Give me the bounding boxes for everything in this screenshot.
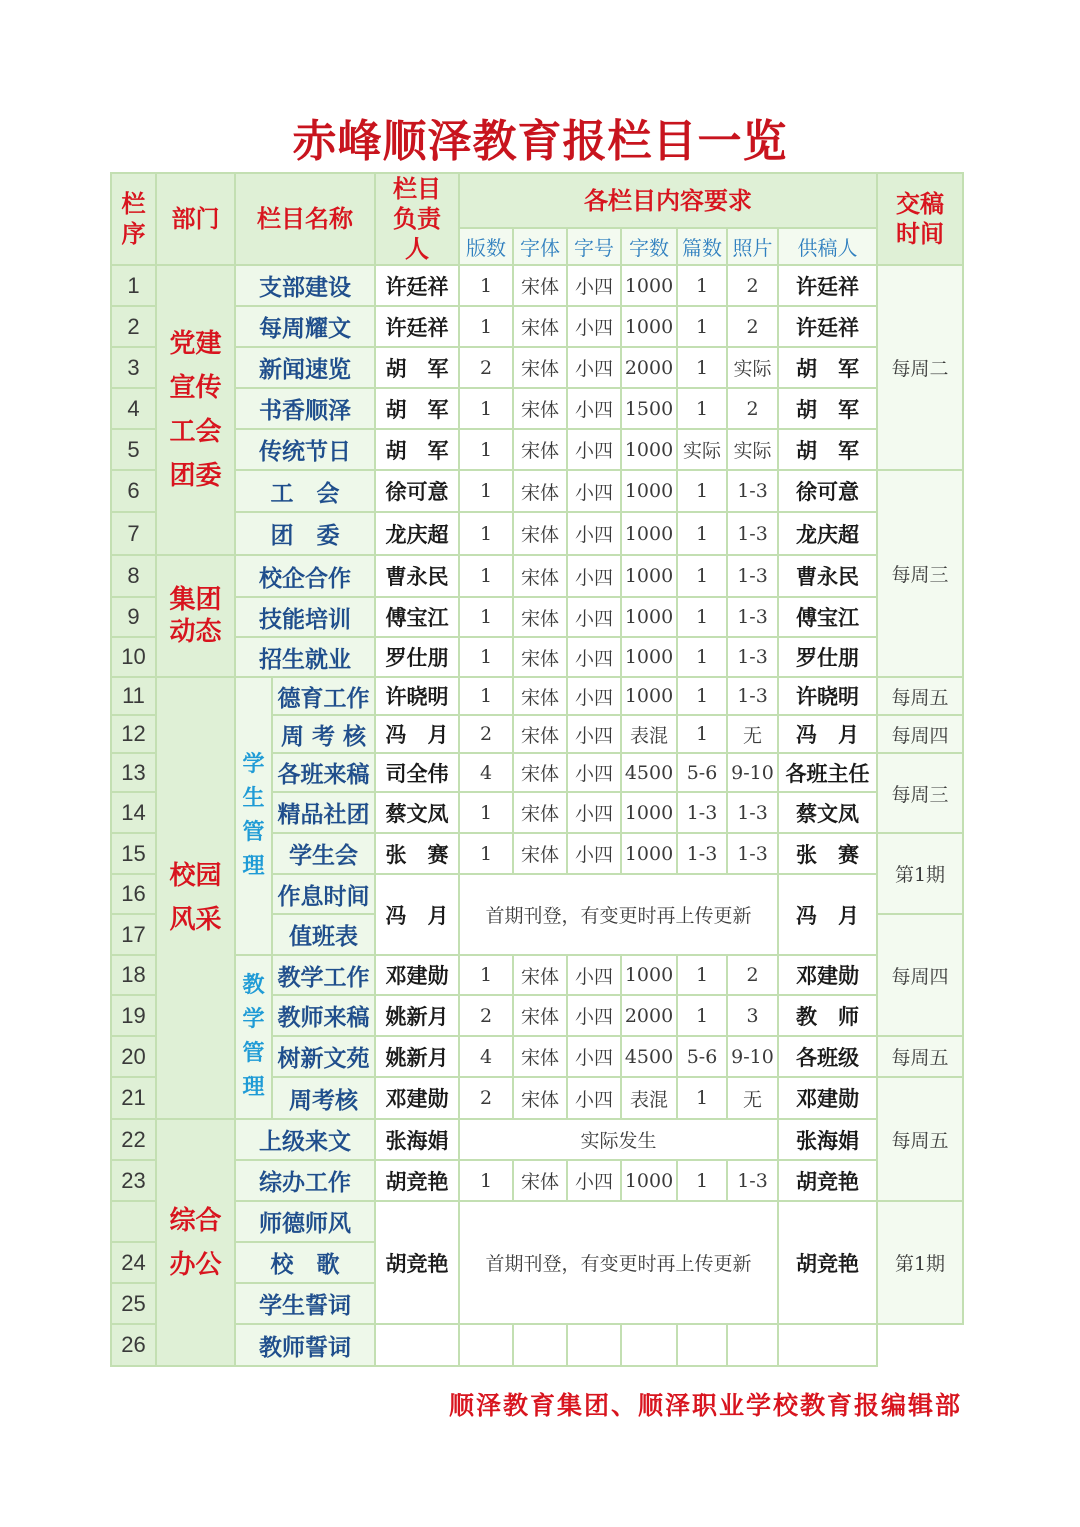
row-number: 3 (111, 347, 156, 388)
photos-cell: 2 (727, 306, 778, 347)
pages-cell: 1 (459, 555, 513, 597)
contributor-cell: 许晓明 (778, 677, 877, 715)
contributor-cell: 徐可意 (778, 470, 877, 512)
contributor-cell: 张 赛 (778, 833, 877, 874)
owner-cell: 冯 月 (375, 874, 459, 955)
font-cell: 宋体 (513, 715, 567, 753)
row-number: 22 (111, 1119, 156, 1160)
pages-cell: 1 (459, 597, 513, 637)
article-count-cell: 1 (677, 597, 727, 637)
contributor-cell: 张海娟 (778, 1119, 877, 1160)
article-count-cell: 1 (677, 306, 727, 347)
photos-cell: 1-3 (727, 637, 778, 677)
pages-cell: 1 (459, 306, 513, 347)
contributor-cell: 龙庆超 (778, 512, 877, 555)
article-count-cell: 1 (677, 1160, 727, 1201)
article-count-cell: 1-3 (677, 792, 727, 833)
page-title: 赤峰顺泽教育报栏目一览 (292, 116, 788, 167)
font-cell: 宋体 (513, 753, 567, 792)
row-number: 17 (111, 914, 156, 955)
column-name: 周考核 (272, 1077, 375, 1119)
font-size-cell: 小四 (567, 306, 621, 347)
font-cell: 宋体 (513, 995, 567, 1036)
article-count-cell: 1 (677, 955, 727, 995)
row-number: 16 (111, 874, 156, 914)
pages-cell: 2 (459, 1077, 513, 1119)
note-cell: 首期刊登，有变更时再上传更新 (459, 1201, 778, 1324)
font-cell: 宋体 (513, 470, 567, 512)
header-word-count: 字数 (621, 228, 677, 265)
pages-cell: 4 (459, 753, 513, 792)
note-cell: 首期刊登，有变更时再上传更新 (459, 874, 778, 955)
row-number: 19 (111, 995, 156, 1036)
photos-cell: 1-3 (727, 512, 778, 555)
deadline-cell: 每周四 (877, 715, 963, 753)
contributor-cell: 胡竞艳 (778, 1160, 877, 1201)
header-article-count: 篇数 (677, 228, 727, 265)
word-count-cell: 1500 (621, 388, 677, 429)
article-count-cell: 实际 (677, 429, 727, 470)
column-name: 各班来稿 (272, 753, 375, 792)
deadline-cell: 每周五 (877, 1036, 963, 1077)
contributor-cell: 胡 军 (778, 347, 877, 388)
header-contributor: 供稿人 (778, 228, 877, 265)
contributor-cell: 冯 月 (778, 715, 877, 753)
font-size-cell: 小四 (567, 265, 621, 306)
photos-cell: 1-3 (727, 677, 778, 715)
word-count-cell: 1000 (621, 1160, 677, 1201)
contributor-cell: 冯 月 (778, 874, 877, 955)
word-count-cell: 2000 (621, 995, 677, 1036)
font-cell: 宋体 (513, 512, 567, 555)
font-size-cell: 小四 (567, 1077, 621, 1119)
group-student-management: 学生管理 (235, 677, 272, 955)
deadline-cell: 每周五 (877, 1077, 963, 1201)
owner-cell: 罗仕朋 (375, 637, 459, 677)
word-count-cell: 1000 (621, 470, 677, 512)
table-row (111, 555, 963, 597)
pages-cell: 1 (459, 677, 513, 715)
photos-cell: 1-3 (727, 792, 778, 833)
font-size-cell: 小四 (567, 677, 621, 715)
pages-cell: 2 (459, 347, 513, 388)
row-number: 5 (111, 429, 156, 470)
column-name: 上级来文 (235, 1119, 375, 1160)
word-count-cell: 4500 (621, 1036, 677, 1077)
pages-cell: 1 (459, 470, 513, 512)
font-cell: 宋体 (513, 637, 567, 677)
dept-general-office: 综合办公 (156, 1119, 235, 1366)
deadline-cell: 每周三 (877, 470, 963, 677)
font-size-cell: 小四 (567, 753, 621, 792)
column-name: 书香顺泽 (235, 388, 375, 429)
row-number: 14 (111, 792, 156, 833)
photos-cell: 2 (727, 265, 778, 306)
note-cell: 实际发生 (459, 1119, 778, 1160)
font-cell: 宋体 (513, 1036, 567, 1077)
font-size-cell: 小四 (567, 715, 621, 753)
word-count-cell: 1000 (621, 955, 677, 995)
photos-cell: 3 (727, 995, 778, 1036)
word-count-cell: 表混 (621, 715, 677, 753)
dept-campus: 校园风采 (156, 677, 235, 1119)
font-size-cell: 小四 (567, 555, 621, 597)
owner-cell (375, 1324, 459, 1366)
article-count-cell (677, 1324, 727, 1366)
article-count-cell: 1 (677, 715, 727, 753)
pages-cell: 1 (459, 512, 513, 555)
table-row (111, 1201, 963, 1242)
pages-cell: 1 (459, 792, 513, 833)
font-cell (513, 1324, 567, 1366)
dept-group-news: 集团动态 (156, 555, 235, 677)
article-count-cell: 1 (677, 995, 727, 1036)
column-name: 招生就业 (235, 637, 375, 677)
row-number: 25 (111, 1283, 156, 1324)
row-number: 21 (111, 1077, 156, 1119)
owner-cell: 冯 月 (375, 715, 459, 753)
owner-cell: 姚新月 (375, 995, 459, 1036)
table-row (111, 306, 963, 347)
contributor-cell: 邓建勋 (778, 1077, 877, 1119)
row-number: 11 (111, 677, 156, 715)
table-row (111, 347, 963, 388)
table-row (111, 597, 963, 637)
owner-cell: 许晓明 (375, 677, 459, 715)
font-size-cell: 小四 (567, 792, 621, 833)
owner-cell: 邓建勋 (375, 955, 459, 995)
photos-cell (727, 1324, 778, 1366)
font-cell: 宋体 (513, 955, 567, 995)
contributor-cell: 罗仕朋 (778, 637, 877, 677)
column-name: 校 歌 (235, 1242, 375, 1283)
owner-cell: 胡竞艳 (375, 1160, 459, 1201)
row-number: 24 (111, 1242, 156, 1283)
contributor-cell (778, 1324, 877, 1366)
column-name: 教学工作 (272, 955, 375, 995)
photos-cell: 无 (727, 715, 778, 753)
owner-cell: 许廷祥 (375, 265, 459, 306)
pages-cell: 2 (459, 995, 513, 1036)
photos-cell: 无 (727, 1077, 778, 1119)
dept-party-building: 党建宣传工会团委 (156, 265, 235, 555)
row-number: 26 (111, 1324, 156, 1366)
word-count-cell: 4500 (621, 753, 677, 792)
font-size-cell: 小四 (567, 388, 621, 429)
contributor-cell: 各班级 (778, 1036, 877, 1077)
article-count-cell: 1 (677, 555, 727, 597)
contributor-cell: 胡 军 (778, 429, 877, 470)
font-size-cell: 小四 (567, 833, 621, 874)
header-photos: 照片 (727, 228, 778, 265)
photos-cell: 9-10 (727, 753, 778, 792)
pages-cell: 1 (459, 388, 513, 429)
pages-cell: 4 (459, 1036, 513, 1077)
font-size-cell (567, 1324, 621, 1366)
word-count-cell: 1000 (621, 792, 677, 833)
font-cell: 宋体 (513, 597, 567, 637)
font-size-cell: 小四 (567, 347, 621, 388)
owner-cell: 胡竞艳 (375, 1201, 459, 1324)
word-count-cell: 1000 (621, 677, 677, 715)
deadline-cell: 第1期 (877, 833, 963, 914)
column-name: 教师誓词 (235, 1324, 375, 1366)
font-cell: 宋体 (513, 388, 567, 429)
owner-cell: 龙庆超 (375, 512, 459, 555)
photos-cell: 2 (727, 388, 778, 429)
word-count-cell: 表混 (621, 1077, 677, 1119)
contributor-cell: 胡 军 (778, 388, 877, 429)
owner-cell: 曹永民 (375, 555, 459, 597)
column-name: 传统节日 (235, 429, 375, 470)
column-table (110, 172, 964, 1367)
article-count-cell: 1 (677, 677, 727, 715)
owner-cell: 傅宝江 (375, 597, 459, 637)
font-cell: 宋体 (513, 265, 567, 306)
word-count-cell: 1000 (621, 512, 677, 555)
article-count-cell: 1 (677, 637, 727, 677)
column-name: 精品社团 (272, 792, 375, 833)
word-count-cell: 1000 (621, 833, 677, 874)
word-count-cell: 1000 (621, 637, 677, 677)
header-font-size: 字号 (567, 228, 621, 265)
photos-cell: 1-3 (727, 1160, 778, 1201)
font-cell: 宋体 (513, 429, 567, 470)
article-count-cell: 5-6 (677, 753, 727, 792)
owner-cell: 司全伟 (375, 753, 459, 792)
owner-cell: 张海娟 (375, 1119, 459, 1160)
owner-cell: 胡 军 (375, 388, 459, 429)
header-requirements: 各栏目内容要求 (459, 173, 877, 228)
row-number: 13 (111, 753, 156, 792)
row-number: 8 (111, 555, 156, 597)
row-number (111, 1201, 156, 1242)
word-count-cell: 1000 (621, 306, 677, 347)
contributor-cell: 邓建勋 (778, 955, 877, 995)
row-number: 4 (111, 388, 156, 429)
pages-cell: 1 (459, 833, 513, 874)
contributor-cell: 许廷祥 (778, 306, 877, 347)
column-name: 学生誓词 (235, 1283, 375, 1324)
row-number: 9 (111, 597, 156, 637)
font-size-cell: 小四 (567, 512, 621, 555)
article-count-cell: 1 (677, 1077, 727, 1119)
photos-cell: 实际 (727, 429, 778, 470)
font-cell: 宋体 (513, 677, 567, 715)
column-name: 作息时间 (272, 874, 375, 914)
table-row (111, 388, 963, 429)
row-number: 10 (111, 637, 156, 677)
group-teaching-management: 教学管理 (235, 955, 272, 1119)
column-name: 树新文苑 (272, 1036, 375, 1077)
font-size-cell: 小四 (567, 1160, 621, 1201)
pages-cell (459, 1324, 513, 1366)
owner-cell: 邓建勋 (375, 1077, 459, 1119)
row-number: 7 (111, 512, 156, 555)
pages-cell: 2 (459, 715, 513, 753)
font-size-cell: 小四 (567, 597, 621, 637)
deadline-cell: 第1期 (877, 1201, 963, 1324)
column-name: 团 委 (235, 512, 375, 555)
deadline-cell: 每周五 (877, 677, 963, 715)
deadline-cell: 每周四 (877, 914, 963, 1036)
contributor-cell: 傅宝江 (778, 597, 877, 637)
column-name: 周 考 核 (272, 715, 375, 753)
pages-cell: 1 (459, 955, 513, 995)
table-row (111, 265, 963, 306)
header-dept: 部门 (156, 173, 235, 265)
table-row (111, 470, 963, 512)
font-cell: 宋体 (513, 306, 567, 347)
column-name: 校企合作 (235, 555, 375, 597)
contributor-cell: 各班主任 (778, 753, 877, 792)
row-number: 12 (111, 715, 156, 753)
word-count-cell: 1000 (621, 555, 677, 597)
font-size-cell: 小四 (567, 470, 621, 512)
table-row (111, 637, 963, 677)
owner-cell: 胡 军 (375, 347, 459, 388)
article-count-cell: 1 (677, 512, 727, 555)
owner-cell: 徐可意 (375, 470, 459, 512)
table-row (111, 1324, 963, 1366)
row-number: 15 (111, 833, 156, 874)
pages-cell: 1 (459, 265, 513, 306)
word-count-cell: 1000 (621, 265, 677, 306)
row-number: 6 (111, 470, 156, 512)
table-row (111, 1160, 963, 1201)
font-cell: 宋体 (513, 347, 567, 388)
deadline-cell: 每周二 (877, 265, 963, 470)
table-row (111, 677, 963, 715)
font-size-cell: 小四 (567, 1036, 621, 1077)
owner-cell: 姚新月 (375, 1036, 459, 1077)
contributor-cell: 教 师 (778, 995, 877, 1036)
contributor-cell: 曹永民 (778, 555, 877, 597)
photos-cell: 1-3 (727, 833, 778, 874)
article-count-cell: 1 (677, 388, 727, 429)
pages-cell: 1 (459, 429, 513, 470)
column-name: 工 会 (235, 470, 375, 512)
font-cell: 宋体 (513, 792, 567, 833)
column-name: 师德师风 (235, 1201, 375, 1242)
owner-cell: 胡 军 (375, 429, 459, 470)
font-cell: 宋体 (513, 1077, 567, 1119)
photos-cell: 实际 (727, 347, 778, 388)
column-name: 每周耀文 (235, 306, 375, 347)
photos-cell: 1-3 (727, 555, 778, 597)
pages-cell: 1 (459, 1160, 513, 1201)
column-name: 技能培训 (235, 597, 375, 637)
word-count-cell: 2000 (621, 347, 677, 388)
contributor-cell: 许廷祥 (778, 265, 877, 306)
font-size-cell: 小四 (567, 995, 621, 1036)
header-font: 字体 (513, 228, 567, 265)
row-number: 1 (111, 265, 156, 306)
header-deadline: 交稿时间 (877, 173, 963, 265)
photos-cell: 9-10 (727, 1036, 778, 1077)
row-number: 23 (111, 1160, 156, 1201)
row-number: 20 (111, 1036, 156, 1077)
word-count-cell (621, 1324, 677, 1366)
row-number: 2 (111, 306, 156, 347)
contributor-cell: 蔡文凤 (778, 792, 877, 833)
column-name: 值班表 (272, 914, 375, 955)
font-size-cell: 小四 (567, 637, 621, 677)
font-cell: 宋体 (513, 833, 567, 874)
article-count-cell: 1-3 (677, 833, 727, 874)
word-count-cell: 1000 (621, 429, 677, 470)
font-cell: 宋体 (513, 555, 567, 597)
photos-cell: 1-3 (727, 597, 778, 637)
word-count-cell: 1000 (621, 597, 677, 637)
contributor-cell: 胡竞艳 (778, 1201, 877, 1324)
photos-cell: 1-3 (727, 470, 778, 512)
article-count-cell: 1 (677, 347, 727, 388)
table-row (111, 512, 963, 555)
column-name: 德育工作 (272, 677, 375, 715)
column-name: 新闻速览 (235, 347, 375, 388)
header-column-name: 栏目名称 (235, 173, 375, 265)
table-row (111, 1119, 963, 1160)
photos-cell: 2 (727, 955, 778, 995)
table-row (111, 955, 963, 995)
owner-cell: 许廷祥 (375, 306, 459, 347)
font-size-cell: 小四 (567, 429, 621, 470)
article-count-cell: 1 (677, 265, 727, 306)
header-owner: 栏目负责人 (375, 173, 459, 265)
column-name: 综办工作 (235, 1160, 375, 1201)
footer-editorial-credit: 顺泽教育集团、顺泽职业学校教育报编辑部 (448, 1391, 962, 1420)
font-size-cell: 小四 (567, 955, 621, 995)
header-seq: 栏序 (111, 173, 156, 265)
article-count-cell: 1 (677, 470, 727, 512)
article-count-cell: 5-6 (677, 1036, 727, 1077)
column-name: 教师来稿 (272, 995, 375, 1036)
header-pages: 版数 (459, 228, 513, 265)
owner-cell: 张 赛 (375, 833, 459, 874)
deadline-cell: 每周三 (877, 753, 963, 833)
table-row (111, 429, 963, 470)
font-cell: 宋体 (513, 1160, 567, 1201)
column-name: 支部建设 (235, 265, 375, 306)
pages-cell: 1 (459, 637, 513, 677)
column-name: 学生会 (272, 833, 375, 874)
owner-cell: 蔡文凤 (375, 792, 459, 833)
row-number: 18 (111, 955, 156, 995)
